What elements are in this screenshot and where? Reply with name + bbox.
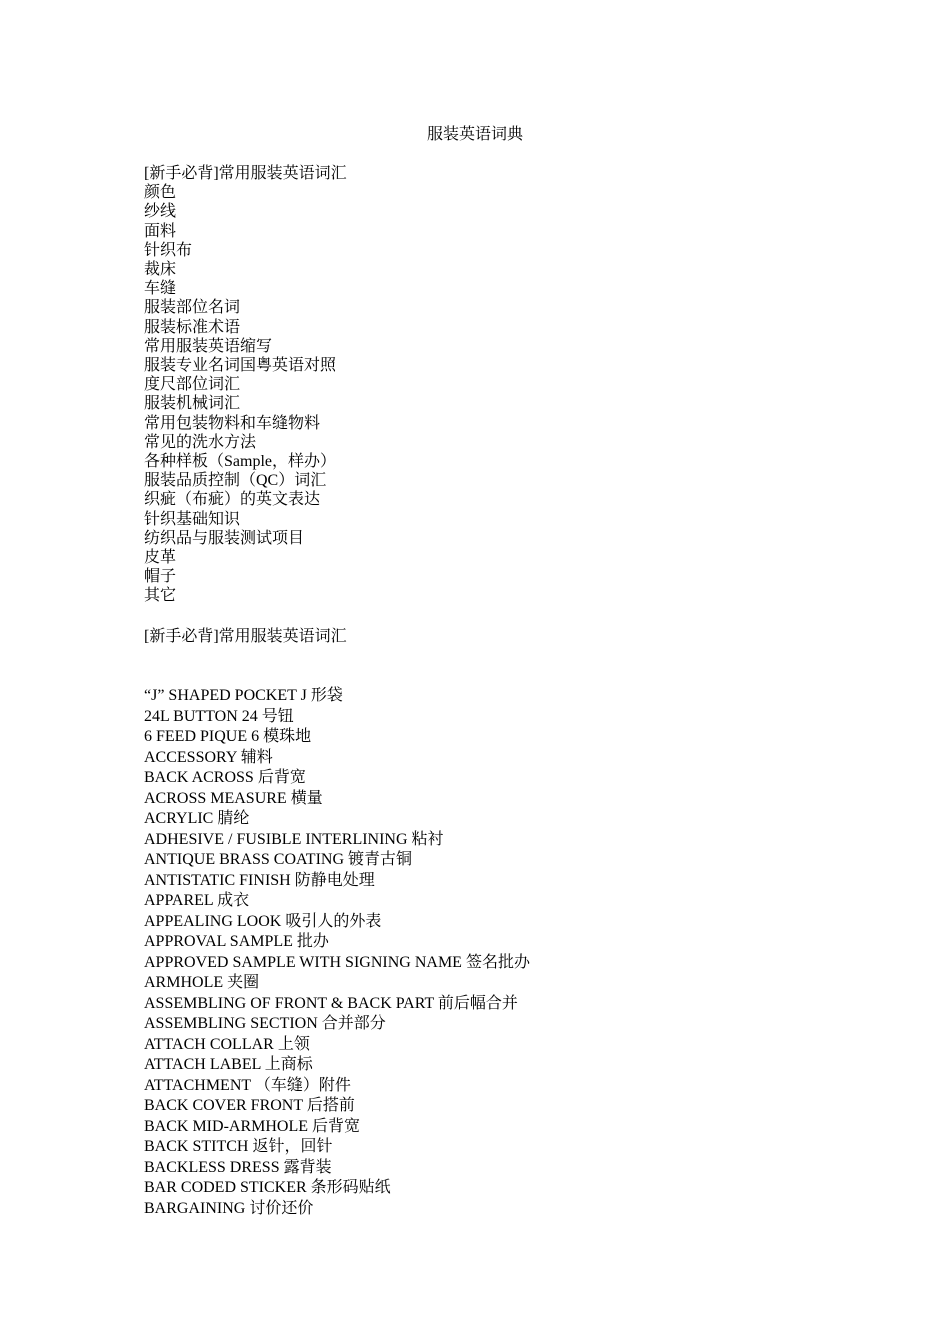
glossary-entry: BARGAINING 讨价还价 — [144, 1199, 314, 1217]
glossary-entry: BACK STITCH 返针，回针 — [144, 1138, 333, 1155]
glossary-entry: BAR CODED STICKER 条形码贴纸 — [144, 1179, 391, 1196]
glossary-entry: BACK MID-ARMHOLE 后背宽 — [144, 1117, 361, 1135]
glossary-entry: BACKLESS DRESS 露背装 — [144, 1158, 332, 1176]
toc-item: 针织基础知识 — [144, 510, 241, 528]
toc-item: 裁床 — [144, 261, 177, 279]
glossary-entry: ASSEMBLING OF FRONT & BACK PART 前后幅合并 — [144, 994, 518, 1012]
toc-item: 纺织品与服装测试项目 — [144, 529, 305, 547]
glossary-entry: BACK ACROSS 后背宽 — [144, 769, 306, 786]
glossary-entry: ATTACHMENT （车缝）附件 — [144, 1076, 351, 1094]
glossary-entry: ARMHOLE 夹圈 — [144, 974, 260, 991]
toc-item: 服装机械词汇 — [144, 395, 241, 413]
toc-item: 其它 — [144, 587, 177, 605]
glossary-entry: ATTACH LABEL 上商标 — [144, 1056, 313, 1073]
glossary-entry: APPAREL 成衣 — [144, 892, 250, 909]
toc-item: 帽子 — [144, 568, 177, 586]
glossary-entry: ANTIQUE BRASS COATING 镀青古铜 — [144, 851, 413, 868]
table-of-contents — [144, 164, 347, 606]
toc-item: 服装专业名词国粤英语对照 — [144, 357, 337, 375]
glossary-entry: APPROVED SAMPLE WITH SIGNING NAME 签名批办 — [144, 953, 530, 971]
glossary-entry: 24L BUTTON 24 号钮 — [144, 707, 294, 725]
glossary-entry: BACK COVER FRONT 后搭前 — [144, 1097, 355, 1114]
toc-item: 常见的洗水方法 — [144, 433, 257, 451]
glossary-entry: APPROVAL SAMPLE 批办 — [144, 933, 329, 950]
glossary-list — [144, 686, 530, 1219]
toc-item: [新手必背]常用服装英语词汇 — [144, 165, 347, 182]
toc-item: 车缝 — [144, 280, 177, 298]
toc-item: 面料 — [144, 222, 177, 240]
toc-item: 织疵（布疵）的英文表达 — [144, 491, 321, 509]
toc-item: 各种样板（Sample，样办） — [144, 453, 336, 471]
glossary-entry: ANTISTATIC FINISH 防静电处理 — [144, 871, 375, 889]
glossary-entry: ACRYLIC 腈纶 — [144, 810, 250, 827]
toc-item: 服装品质控制（QC）词汇 — [144, 472, 327, 490]
document-title: 服装英语词典 — [426, 126, 523, 143]
toc-item: 度尺部位词汇 — [144, 376, 241, 394]
toc-item: 常用包装物料和车缝物料 — [144, 414, 321, 432]
section-heading: [新手必背]常用服装英语词汇 — [144, 628, 347, 645]
toc-item: 常用服装英语缩写 — [144, 337, 273, 355]
glossary-entry: 6 FEED PIQUE 6 模珠地 — [144, 728, 312, 745]
toc-item: 纱线 — [144, 203, 177, 221]
glossary-entry: ACCESSORY 辅料 — [144, 748, 273, 766]
glossary-entry: ACROSS MEASURE 横量 — [144, 789, 323, 807]
toc-item: 颜色 — [144, 184, 177, 202]
glossary-entry: “J” SHAPED POCKET J 形袋 — [144, 687, 343, 704]
toc-item: 服装部位名词 — [144, 299, 241, 317]
glossary-entry: ASSEMBLING SECTION 合并部分 — [144, 1015, 386, 1032]
glossary-entry: ADHESIVE / FUSIBLE INTERLINING 粘衬 — [144, 830, 444, 848]
glossary-entry: ATTACH COLLAR 上领 — [144, 1035, 310, 1053]
toc-item: 服装标准术语 — [144, 318, 241, 336]
toc-item: 皮革 — [144, 549, 177, 567]
toc-item: 针织布 — [144, 241, 193, 259]
glossary-entry: APPEALING LOOK 吸引人的外表 — [144, 912, 382, 930]
